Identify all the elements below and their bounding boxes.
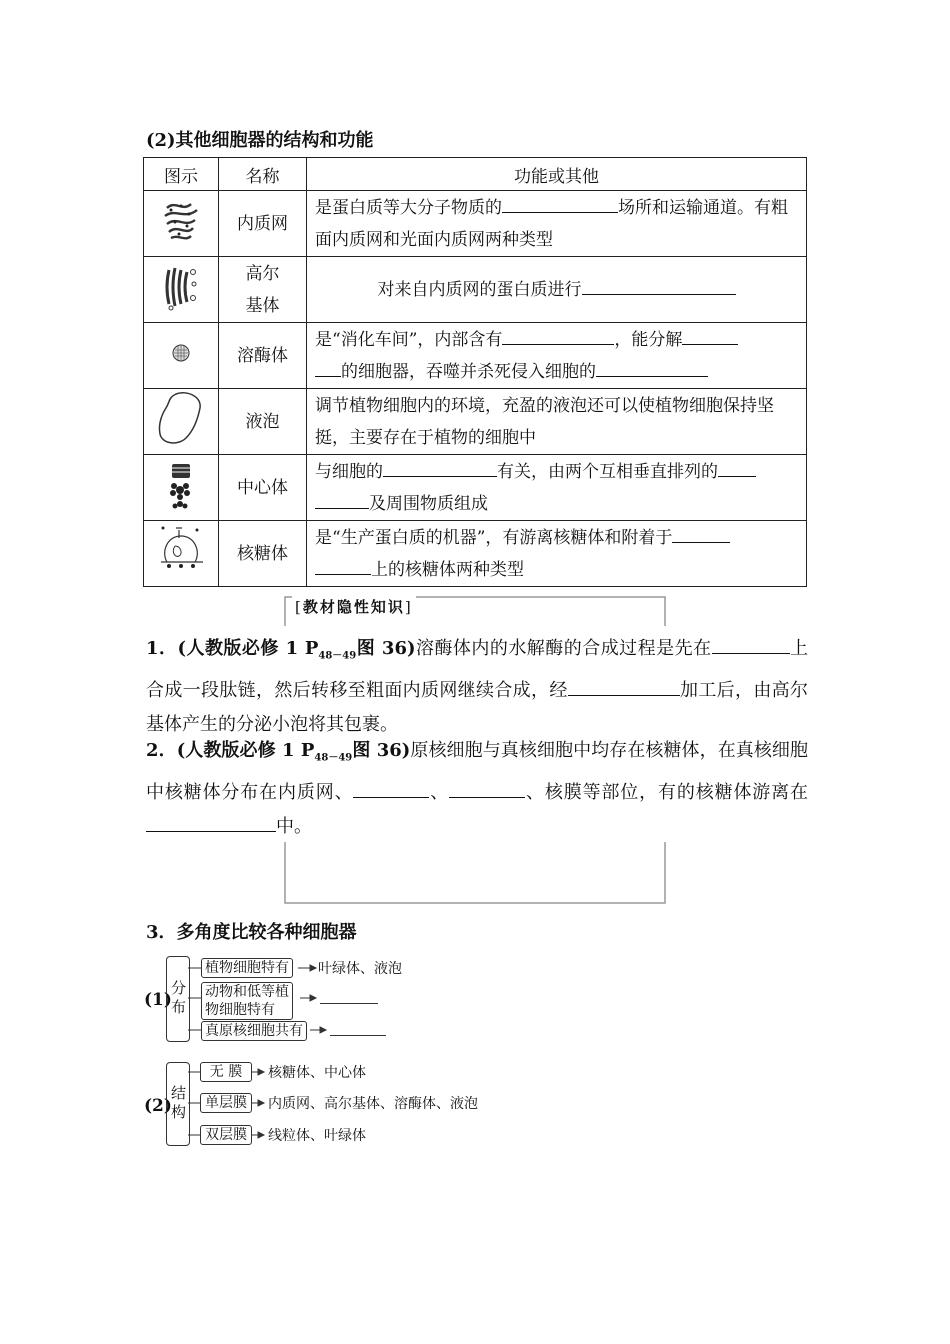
table-header: 名称 <box>219 158 307 191</box>
category-result: 核糖体、中心体 <box>268 1065 366 1081</box>
table-row <box>144 191 807 257</box>
table-header: 图示 <box>144 158 219 191</box>
organelle-function: 与细胞的 有关，由两个互相垂直排列的 及周围物质组成 <box>307 455 807 521</box>
organelle-name: 内质网 <box>219 191 307 257</box>
category-result: 线粒体、叶绿体 <box>268 1128 366 1144</box>
category-result: 叶绿体、液泡 <box>318 961 402 977</box>
category-tag: 真原核细胞共有 <box>201 1021 307 1041</box>
table-header: 功能或其他 <box>307 158 807 191</box>
group-box: 分布 <box>166 956 190 1042</box>
diagram-label: (2) <box>144 1096 172 1116</box>
table-row <box>144 323 807 389</box>
category-tag: 动物和低等植 物细胞特有 <box>201 982 293 1020</box>
answer-blank <box>320 1003 378 1004</box>
category-tag: 单层膜 <box>200 1093 252 1113</box>
organelle-function: 是“生产蛋白质的机器”，有游离核糖体和附着于 上的核糖体两种类型 <box>307 521 807 587</box>
section-title: 3．多角度比较各种细胞器 <box>146 922 357 943</box>
table-row <box>144 455 807 521</box>
organelle-name: 高尔 基体 <box>219 257 307 323</box>
table-row <box>144 389 807 455</box>
section-title: (2)其他细胞器的结构和功能 <box>146 130 374 151</box>
table-row <box>144 257 807 323</box>
centrosome-icon <box>144 455 219 521</box>
table-header-row <box>144 158 807 191</box>
organelle-function: 对来自内质网的蛋白质进行 <box>307 257 807 323</box>
organelle-table <box>143 157 807 587</box>
organelle-function: 调节植物细胞内的环境，充盈的液泡还可以使植物细胞保持坚挺，主要存在于植物的细胞中 <box>307 389 807 455</box>
frame-bottom-border <box>284 842 666 904</box>
lysosome-icon <box>144 323 219 389</box>
organelle-name: 中心体 <box>219 455 307 521</box>
category-tag: 双层膜 <box>200 1125 252 1145</box>
diagram-label: (1) <box>144 990 172 1010</box>
question-2: 2．(人教版必修 1 $P_{48-49}$图 36)原核细胞与真核细胞中均存在核糖体，在真核细胞中核糖体分布在内质网、 、 、核膜等部位，有的核糖体游离在中。 <box>146 740 809 837</box>
organelle-name: 液泡 <box>219 389 307 455</box>
frame-label: [教材隐性知识] <box>292 596 416 617</box>
er-icon <box>144 191 219 257</box>
organelle-name: 溶酶体 <box>219 323 307 389</box>
organelle-function: 是“消化车间”，内部含有 ，能分解 的细胞器，吞噬并杀死侵入细胞的 <box>307 323 807 389</box>
group-box: 结构 <box>166 1062 190 1146</box>
table-row <box>144 521 807 587</box>
category-tag: 无 膜 <box>200 1062 252 1082</box>
answer-blank <box>330 1035 386 1036</box>
golgi-icon <box>144 257 219 323</box>
organelle-name: 核糖体 <box>219 521 307 587</box>
vacuole-icon <box>144 389 219 455</box>
ribosome-icon <box>144 521 219 587</box>
category-tag: 植物细胞特有 <box>201 958 293 978</box>
organelle-function: 是蛋白质等大分子物质的 场所和运输通道。有粗面内质网和光面内质网两种类型 <box>307 191 807 257</box>
category-result: 内质网、高尔基体、溶酶体、液泡 <box>268 1096 478 1112</box>
question-1: 1．(人教版必修 1 $P_{48-49}$图 36)溶酶体内的水解酶的合成过程是先在 上合成一段肽链，然后转移至粗面内质网继续合成，经 加工后，由高尔基体产生的分泌小泡将其包裹。 <box>146 638 809 735</box>
